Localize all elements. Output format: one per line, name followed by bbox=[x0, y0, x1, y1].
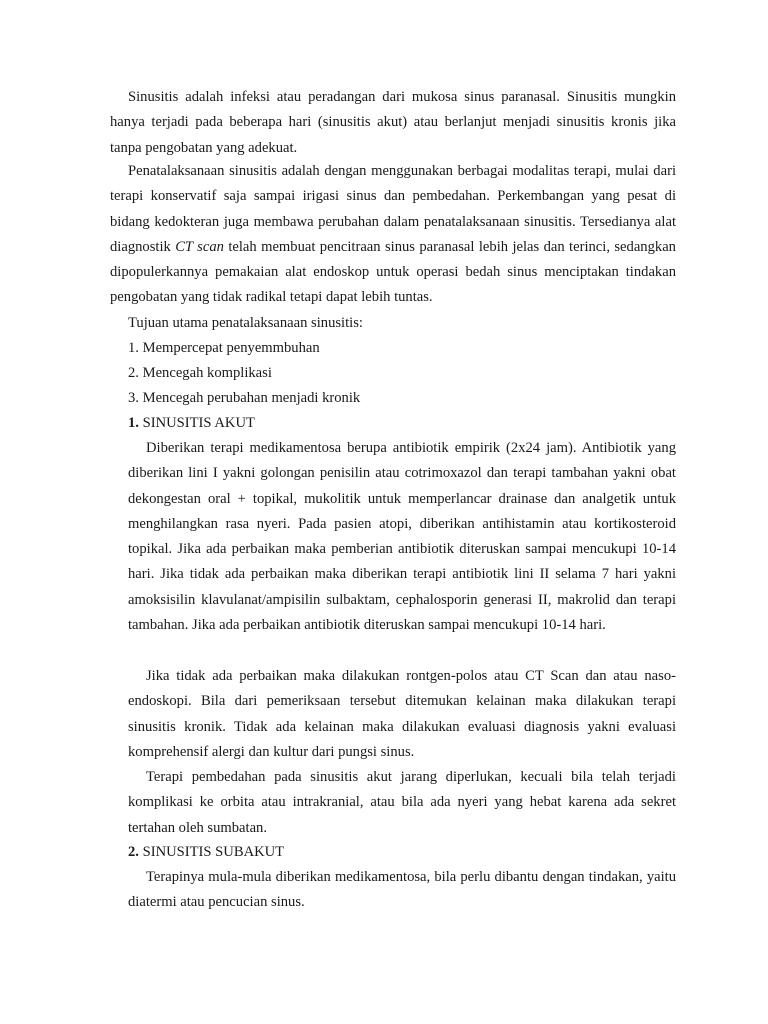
section-1-paragraph-2: Jika tidak ada perbaikan maka dilakukan rontgen-polos atau CT Scan dan atau naso-endoskopi. Bila dari pemeriksaan tersebut ditemukan kelainan maka dilakukan terapi sinusitis kronik. Tidak ada kelainan maka dilakukan evaluasi diagnosis yakni evaluasi komprehensif alergi dan kultur dari pungsi sinus. bbox=[128, 668, 676, 760]
section-1-title: SINUSITIS AKUT bbox=[142, 415, 255, 431]
section-1-paragraph-1: Diberikan terapi medikamentosa berupa antibiotik empirik (2x24 jam). Antibiotik yang diberikan lini I yakni golongan penisilin atau cotrimoxazol dan terapi tambahan yakni obat dekongestan oral + topikal, mukolitik untuk memperlancar drainase dan analgetik untuk menghilangkan rasa nyeri. Pada pasien atopi, diberikan antihistamin atau kortikosteroid topikal. Jika ada perbaikan maka pemberian antibiotik diteruskan sampai mencukupi 10-14 hari. Jika tidak ada perbaikan maka diberikan terapi antibiotik lini II selama 7 hari yakni amoksisilin klavulanat/ampisilin sulbaktam, cephalosporin generasi II, makrolid dan terapi tambahan. Jika ada perbaikan antibiotik diteruskan sampai mencukupi 10-14 hari. bbox=[128, 440, 676, 634]
goal-item-3: 3. Mencegah perubahan menjadi kronik bbox=[128, 390, 361, 406]
section-2-paragraph-1: Terapinya mula-mula diberikan medikamentosa, bila perlu dibantu dengan tindakan, yaitu diatermi atau pencucian sinus. bbox=[128, 869, 676, 911]
intro-paragraph-2-text-b: telah membuat pencitraan sinus paranasal lebih jelas dan terinci, sedangkan dipopulerkannya pemakaian alat endoskop untuk operasi bedah sinus menciptakan tindakan pengobatan yang tidak radikal tetapi dapat lebih tuntas. bbox=[110, 238, 676, 306]
goal-item-1: 1. Mempercepat penyemmbuhan bbox=[128, 340, 320, 356]
intro-paragraph-2 bbox=[110, 159, 676, 311]
ct-scan-italic-term: CT scan bbox=[175, 238, 224, 255]
section-1-heading bbox=[128, 411, 255, 436]
section-1-paragraph-3: Terapi pembedahan pada sinusitis akut jarang diperlukan, kecuali bila telah terjadi komplikasi ke orbita atau intrakranial, atau bila ada nyeri yang hebat karena ada sekret tertahan oleh sumbatan. bbox=[128, 769, 676, 836]
intro-paragraph-2-text-a: Penatalaksanaan sinusitis adalah dengan menggunakan berbagai modalitas terapi, mulai dari terapi konservatif saja sampai irigasi sinus dan pembedahan. Perkembangan yang pesat di bidang kedokteran juga membawa perubahan dalam penatalaksanaan sinusitis. Tersedianya alat diagnostik bbox=[110, 163, 676, 255]
goals-intro: Tujuan utama penatalaksanaan sinusitis: bbox=[128, 315, 363, 331]
goal-item-2: 2. Mencegah komplikasi bbox=[128, 365, 272, 381]
section-2-heading bbox=[128, 840, 284, 865]
section-1-number: 1. bbox=[128, 415, 139, 431]
section-2-number: 2. bbox=[128, 844, 139, 860]
intro-paragraph-1: Sinusitis adalah infeksi atau peradangan dari mukosa sinus paranasal. Sinusitis mungkin hanya terjadi pada beberapa hari (sinusitis akut) atau berlanjut menjadi sinusitis kronis jika tanpa pengobatan yang adekuat. bbox=[110, 89, 676, 156]
section-2-title: SINUSITIS SUBAKUT bbox=[142, 844, 285, 860]
